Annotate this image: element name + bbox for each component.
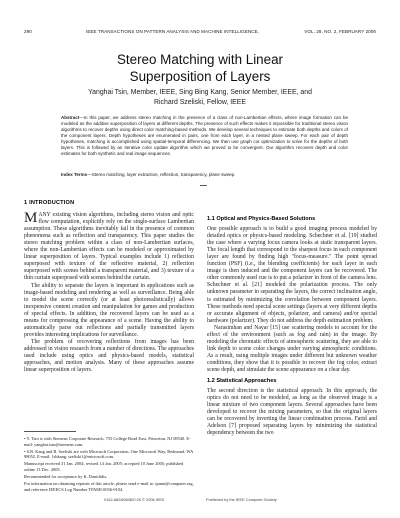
footnote-divider — [24, 431, 76, 432]
left-column — [24, 200, 194, 374]
footnote-reprints: For information on obtaining reprints of this article, please send e-mail to: tpami@computer.org, and reference IEEECS Log Number TPAMI-0036-0104. — [24, 481, 194, 492]
subsection-heading-optical: 1.1 Optical and Physics-Based Solutions — [207, 216, 316, 222]
section-heading-introduction: 1 INTRODUCTION — [24, 200, 75, 206]
abstract-label: Abstract — [61, 115, 80, 120]
optical-paragraph-1: One possible approach is to build a good imaging process modeled by detailed optics or physics-based modeling. Schechner et al. [19] studied the case where a varying focus camera looks at static transparent layers. The focal length that correspond to the sharpest focus in each component layer are found by finding high "focus-measure." The point spread function (PSF) (i.e., the blending coefficients) for each layer in each image is then induced and the component layers can be recovered. The other commonly used cue is to put a polarizer in front of the camera lens. Schechner et al. [21] modeled the polarization process. The only unknown parameter in separating the layers, the correct inclination angle, is estimated by minimizing the correlation between component layers. These methods need special scene settings (layers at very different depths or accurate alignment of objects, polarizer, and camera) and/or special hardware (polarizer). They do not address the depth estimation problem. — [207, 226, 377, 324]
abstract-text: —In this paper, we address stereo matching in the presence of a class of non-Lambertian effects, where image formation can be modeled as the additive superposition of layers at different depths. The presence of such effects makes it impossible for traditional stereo vision algorithms to recover depths using direct color matching-based methods. We develop several techniques to estimate both depths and colors of the component layers. Depth hypotheses are enumerated in pairs, one from each layer, in a nested plane sweep. For each pair of depth hypotheses, matching is accomplished using spatial-temporal differencing. We then use graph cut optimization to solve for the depths of both layers. This is followed by an iterative color update algorithm which we proved to be convergent. Our algorithm recovers depth and color estimates for both synthetic and real image sequences. — [61, 115, 348, 157]
intro-paragraph-1 — [24, 212, 194, 282]
footnote-affiliation-1: • Y. Tsin is with Siemens Corporate Research, 755 College Road East, Princeton, NJ 08540. E-mail: yanghai.tsin@siemens.com. — [24, 436, 191, 447]
footnote-affiliation-2: • S.B. Kang and R. Szeliski are with Microsoft Corporation, One Microsoft Way, Redmond, WA 98052. E-mail: {sbkang, szeliski}@microsoft.com. — [24, 448, 194, 460]
page-number: 290 — [24, 29, 32, 34]
authors-line-2: Richard Szeliski, Fellow, IEEE — [154, 99, 246, 106]
drop-cap: M — [24, 210, 38, 227]
statistical-paragraph-1: The second direction is the statistical approach. In this approach, the optics do not need to be modeled, as long as the observed image is a linear mixture of two component layers. Several approaches have been developed to recover the mixing parameters, so that the original layers can be recovered by inverting the linear combination process. Farid and Adelson [7] proposed separating layers by minimizing the statistical dependency between the two — [207, 388, 377, 437]
intro-paragraph-1-text: ANY existing vision algorithms, including stereo vision and optic flow computation, explicitly rely on the single-surface Lambertian assumption. These algorithms inevitably fail in the presence of common phenomena such as reflection and transparency. This paper studies the stereo matching problem within a class of non-Lambertian surfaces, where the non-Lambertian effects can be modeled or approximated by linear superposition of layers. Typical examples include 1) reflection superposed with texture of the reflective material, 2) reflection superposed with scenes behind a transparent material, and 3) texture of a thin curtain superposed with scenes behind the curtain. — [24, 212, 194, 282]
journal-name: IEEE TRANSACTIONS ON PATTERN ANALYSIS AND MACHINE INTELLIGENCE, — [86, 29, 260, 34]
optical-paragraph-2: Narasimhan and Nayar [15] use scattering models to account for the effect of the environment (such as fog and rain) in the image. By modeling the chromatic effects of atmospheric scattering, they are able to link depth to scene color changes under varying atmospheric conditions. As a result, using multiple images under different but unknown weather conditions, they show that it is possible to recover the fog color, extract scene depth, and simulate the scene appearance on a clear day. — [207, 324, 377, 373]
copyright-code: 0162-8828/06/$20.00 © 2006 IEEE — [104, 497, 165, 502]
authors-line-1: Yanghai Tsin, Member, IEEE, Sing Bing Kang, Senior Member, IEEE, and — [88, 89, 312, 96]
title-line-1: Stereo Matching with Linear — [117, 52, 283, 67]
subsection-heading-statistical: 1.2 Statistical Approaches — [207, 378, 277, 385]
title-line-2: Superposition of Layers — [129, 68, 271, 84]
paper-title — [0, 52, 400, 85]
running-head — [24, 29, 376, 37]
right-column — [207, 212, 377, 437]
footnote-manuscript: Manuscript received 31 Jan. 2004; revised 14 Jan. 2005; accepted 10 June 2005; published online 13 Dec. 2005. — [24, 461, 184, 472]
volume-info: VOL. 28, NO. 2, FEBRUARY 2006 — [304, 29, 376, 34]
section-divider — [200, 185, 207, 186]
index-terms-label: Index Terms — [61, 172, 88, 177]
footnote-recommended: Recommended for acceptance by K. Daniilidis. — [24, 474, 108, 480]
abstract — [61, 115, 348, 157]
index-terms-text: —Stereo matching, layer extraction, reflection, transparency, plane sweep. — [87, 172, 236, 177]
intro-paragraph-2: The ability to separate the layers is important in applications such as image-based modeling and rendering as well as surveillance. Being able to model the scene correctly (or at least photorealistically) allows inexpensive content creation and manipulation for games and production of special effects. In addition, the recovered layers can be used as a means for compressing the appearance of a scene. Having the ability to automatically parse out reflections and partially transmitted layers provides interesting implications for surveillance. — [24, 282, 194, 338]
publisher-line: Published by the IEEE Computer Society — [206, 497, 277, 502]
index-terms — [61, 172, 348, 178]
footnotes — [24, 436, 194, 494]
intro-paragraph-3: The problem of recovering reflections from images has been addressed in vision research from a number of directions. The approaches used include using optics and physics-based models, statistical approaches, and motion analysis. Many of these approaches assume linear superposition of layers. — [24, 338, 194, 374]
author-list — [0, 88, 400, 108]
